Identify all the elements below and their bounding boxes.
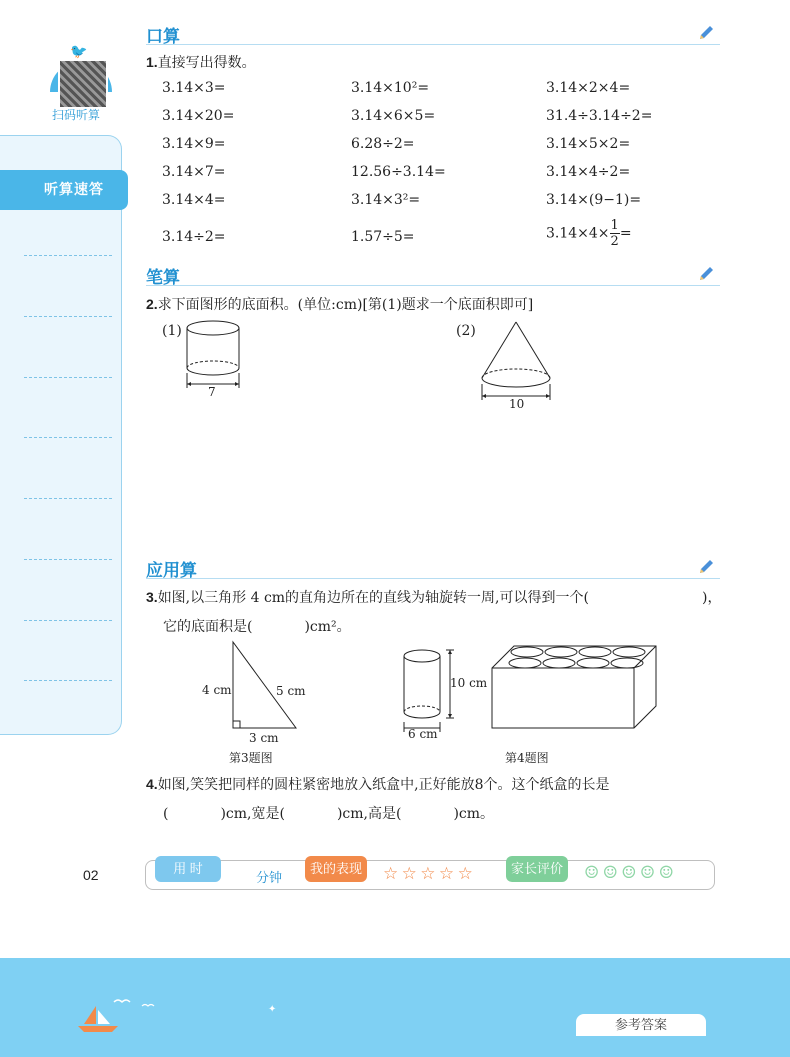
- dimension-label: 10: [509, 397, 525, 411]
- oral-item: 3.14×9=: [162, 136, 226, 152]
- question-4: [146, 774, 610, 794]
- dimension-label: 7: [208, 385, 216, 399]
- question-text: )cm,宽是(: [220, 806, 285, 822]
- question-text: )cm,高是(: [336, 806, 402, 822]
- question-text: )cm²。: [304, 619, 351, 635]
- qr-label: 扫码听算: [52, 108, 101, 122]
- fraction-numerator: 1: [610, 218, 619, 233]
- question-number: 4.: [146, 776, 158, 792]
- bird-icon: 🐦: [70, 44, 88, 60]
- section-divider: [146, 578, 720, 579]
- figure-caption: 第4题图: [505, 751, 549, 765]
- oral-item: 3.14×6×5=: [351, 108, 436, 124]
- section-title-oral: 口算: [146, 27, 180, 46]
- section-divider: [146, 44, 720, 45]
- page-number: 02: [83, 867, 99, 883]
- question-3-line-2: [163, 616, 351, 636]
- question-number: 3.: [146, 589, 158, 605]
- oral-item: 12.56÷3.14=: [351, 164, 446, 180]
- equals-sign: =: [619, 225, 632, 242]
- performance-label: 我的表现: [305, 856, 367, 882]
- seagull-icon: [112, 994, 162, 1014]
- minutes-label: 分钟: [256, 870, 283, 885]
- oral-item: 3.14×(9−1)=: [546, 192, 642, 208]
- oral-item: 3.14×3=: [162, 80, 226, 96]
- oral-item: 6.28÷2=: [351, 136, 415, 152]
- answer-blank-end: )，: [702, 590, 722, 606]
- question-text: 如图,以三角形 4 cm的直角边所在的直线为轴旋转一周,可以得到一个(: [157, 590, 589, 606]
- question-2: [146, 294, 533, 314]
- oral-item: 3.14÷2=: [162, 229, 226, 245]
- question-number: 2.: [146, 296, 158, 312]
- triangle-hypotenuse-label: 5 cm: [276, 684, 306, 698]
- question-text: 直接写出得数。: [157, 55, 256, 71]
- bird-icon: ✦: [268, 1004, 277, 1015]
- question-4-line-2: [163, 803, 494, 823]
- question-3: [146, 587, 589, 607]
- box-figure: [490, 644, 660, 732]
- question-number: 1.: [146, 54, 158, 70]
- figure-label: (2): [456, 323, 476, 339]
- question-text: 如图,笑笑把同样的圆柱紧密地放入纸盒中,正好能放8个。这个纸盒的长是: [157, 777, 610, 793]
- note-line: [24, 620, 112, 621]
- triangle-side-label: 4 cm: [202, 683, 232, 697]
- oral-item: 3.14×7=: [162, 164, 226, 180]
- rating-faces-icon[interactable]: ☺ ☺ ☺ ☺ ☺: [584, 863, 673, 883]
- note-line: [24, 316, 112, 317]
- pencil-icon: [697, 265, 715, 283]
- pencil-icon: [697, 558, 715, 576]
- question-text: 求下面图形的底面积。(单位:cm)[第(1)题求一个底面积即可]: [157, 297, 534, 313]
- note-line: [24, 255, 112, 256]
- time-label: 用 时: [155, 856, 221, 882]
- qr-code[interactable]: [58, 59, 108, 109]
- question-text: 它的底面积是(: [163, 619, 253, 635]
- oral-item: 1.57÷5=: [351, 229, 415, 245]
- oral-item: 3.14×5×2=: [546, 136, 631, 152]
- oral-item: 3.14×10²=: [351, 80, 430, 96]
- triangle-base-label: 3 cm: [249, 731, 279, 745]
- section-divider: [146, 285, 720, 286]
- note-line: [24, 498, 112, 499]
- cylinder-height-label: 10 cm: [450, 676, 488, 690]
- question-text: (: [163, 806, 169, 822]
- sidebar-panel: [0, 135, 122, 735]
- oral-item: 3.14×2×4=: [546, 80, 631, 96]
- oral-item: 3.14×4×: [546, 225, 610, 242]
- sidebar-tab-label: 听算速答: [44, 181, 104, 197]
- oral-item: 3.14×4=: [162, 192, 226, 208]
- oral-item: 3.14×4÷2=: [546, 164, 631, 180]
- question-text: )cm。: [453, 806, 495, 822]
- section-title-applied: 应用算: [146, 561, 197, 580]
- fraction-denominator: 2: [610, 234, 619, 249]
- oral-item: 3.14×20=: [162, 108, 235, 124]
- figure-label: (1): [162, 323, 182, 339]
- note-line: [24, 437, 112, 438]
- oral-item: 3.14×3²=: [351, 192, 421, 208]
- parent-review-label: 家长评价: [506, 856, 568, 882]
- oral-item-fraction: [546, 218, 632, 249]
- pencil-icon: [697, 24, 715, 42]
- cone-figure: [476, 318, 556, 408]
- note-line: [24, 680, 112, 681]
- oral-item: 31.4÷3.14÷2=: [546, 108, 653, 124]
- section-title-written: 笔算: [146, 268, 180, 287]
- fraction: [610, 218, 620, 249]
- cylinder-width-label: 6 cm: [408, 727, 438, 741]
- question-1: [146, 52, 256, 72]
- note-line: [24, 559, 112, 560]
- answers-button[interactable]: 参考答案: [576, 1014, 706, 1036]
- rating-stars-icon[interactable]: ☆ ☆ ☆ ☆ ☆: [383, 864, 472, 884]
- note-line: [24, 377, 112, 378]
- figure-caption: 第3题图: [229, 751, 273, 765]
